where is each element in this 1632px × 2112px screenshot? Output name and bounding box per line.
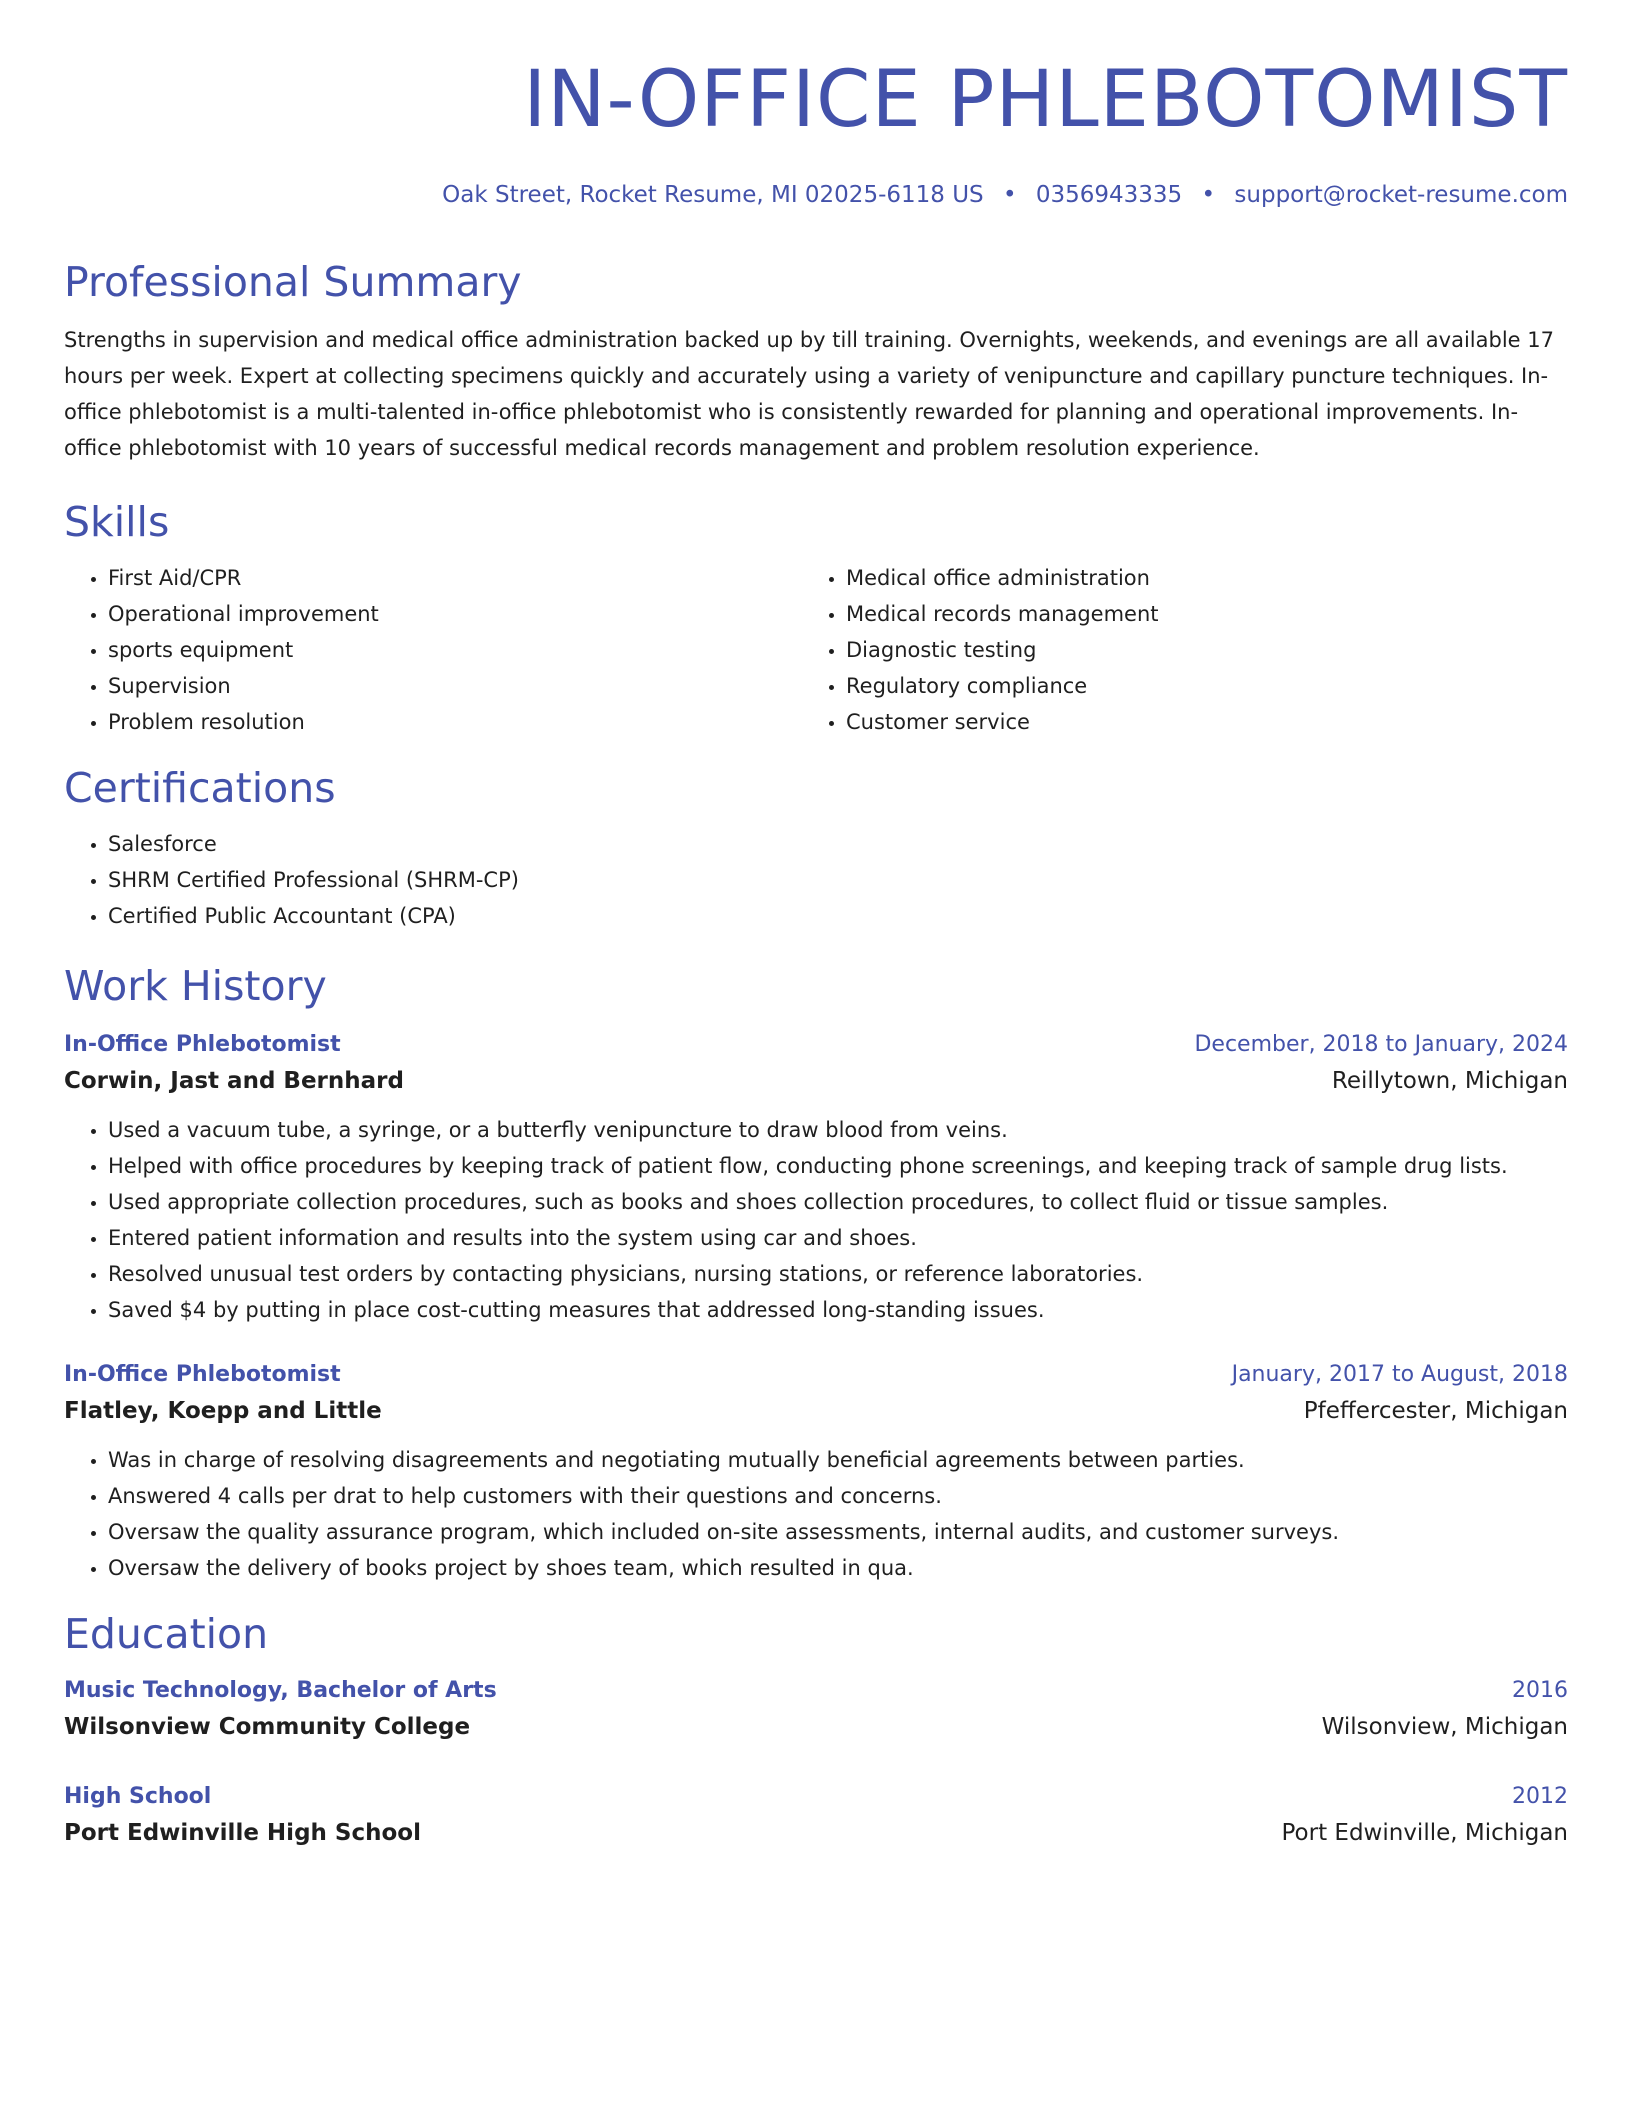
job-bullet: • Oversaw the delivery of books project by shoes team, which resulted in qua. bbox=[108, 1550, 1568, 1586]
skill-item: • Supervision bbox=[108, 668, 802, 704]
education-location: Wilsonview, Michigan bbox=[1321, 1714, 1568, 1740]
skill-item: • Medical office administration bbox=[846, 560, 1540, 596]
skill-item: • Diagnostic testing bbox=[846, 632, 1540, 668]
contact-line bbox=[64, 180, 1568, 210]
job-location: Pfeffercester, Michigan bbox=[1303, 1398, 1568, 1424]
job-bullet: • Answered 4 calls per drat to help customers with their questions and concerns. bbox=[108, 1478, 1568, 1514]
education-school: Port Edwinville High School bbox=[64, 1820, 421, 1846]
job-dates: January, 2017 to August, 2018 bbox=[1231, 1362, 1568, 1387]
certifications-list bbox=[64, 826, 1568, 934]
skill-item: • First Aid/CPR bbox=[108, 560, 802, 596]
contact-email[interactable]: support@rocket-resume.com bbox=[1234, 182, 1568, 208]
job-bullet: • Helped with office procedures by keeping track of patient flow, conducting phone screenings, and keeping track of sample drug lists. bbox=[108, 1148, 1568, 1184]
education-year: 2012 bbox=[1512, 1784, 1568, 1809]
work-history-heading: Work History bbox=[64, 962, 327, 1010]
job-bullet: • Was in charge of resolving disagreements and negotiating mutually beneficial agreements between parties. bbox=[108, 1442, 1568, 1478]
education-school: Wilsonview Community College bbox=[64, 1714, 471, 1740]
job-bullet: • Resolved unusual test orders by contacting physicians, nursing stations, or reference laboratories. bbox=[108, 1256, 1568, 1292]
job-dates: December, 2018 to January, 2024 bbox=[1194, 1032, 1568, 1057]
education-degree: Music Technology, Bachelor of Arts bbox=[64, 1678, 497, 1703]
education-degree: High School bbox=[64, 1784, 212, 1809]
certification-item: • Certified Public Accountant (CPA) bbox=[108, 898, 1568, 934]
separator-dot: • bbox=[1002, 182, 1017, 208]
job-title: In-Office Phlebotomist bbox=[64, 1032, 341, 1057]
job-entry bbox=[64, 1028, 1568, 1328]
separator-dot: • bbox=[1201, 182, 1216, 208]
job-bullet: • Used appropriate collection procedures, such as books and shoes collection procedures, to collect fluid or tissue samples. bbox=[108, 1184, 1568, 1220]
contact-address: Oak Street, Rocket Resume, MI 02025-6118 US bbox=[442, 182, 984, 208]
job-bullets bbox=[64, 1112, 1568, 1328]
certifications-heading: Certifications bbox=[64, 764, 336, 812]
skill-item: • Customer service bbox=[846, 704, 1540, 740]
skill-item: • Operational improvement bbox=[108, 596, 802, 632]
summary-heading: Professional Summary bbox=[64, 258, 522, 306]
job-bullet: • Used a vacuum tube, a syringe, or a butterfly venipuncture to draw blood from veins. bbox=[108, 1112, 1568, 1148]
job-bullets bbox=[64, 1442, 1568, 1586]
job-company: Corwin, Jast and Bernhard bbox=[64, 1068, 404, 1094]
education-year: 2016 bbox=[1512, 1678, 1568, 1703]
skill-item: • Regulatory compliance bbox=[846, 668, 1540, 704]
candidate-name: IN-OFFICE PHLEBOTOMIST bbox=[523, 55, 1568, 145]
job-company: Flatley, Koepp and Little bbox=[64, 1398, 382, 1424]
skill-item: • Medical records management bbox=[846, 596, 1540, 632]
certification-item: • Salesforce bbox=[108, 826, 1568, 862]
skill-item: • Problem resolution bbox=[108, 704, 802, 740]
skill-item: • sports equipment bbox=[108, 632, 802, 668]
certification-item: • SHRM Certified Professional (SHRM-CP) bbox=[108, 862, 1568, 898]
education-heading: Education bbox=[64, 1610, 269, 1658]
education-location: Port Edwinville, Michigan bbox=[1281, 1820, 1568, 1846]
job-bullet: • Saved $4 by putting in place cost-cutting measures that addressed long-standing issues. bbox=[108, 1292, 1568, 1328]
education-entry bbox=[64, 1780, 1568, 1852]
job-bullet: • Entered patient information and results into the system using car and shoes. bbox=[108, 1220, 1568, 1256]
job-title: In-Office Phlebotomist bbox=[64, 1362, 341, 1387]
skills-column-right bbox=[802, 560, 1540, 740]
job-bullet: • Oversaw the quality assurance program, which included on-site assessments, internal audits, and customer surveys. bbox=[108, 1514, 1568, 1550]
skills-column-left bbox=[64, 560, 802, 740]
skills-heading: Skills bbox=[64, 498, 170, 546]
skills-list bbox=[64, 560, 1568, 740]
job-entry bbox=[64, 1358, 1568, 1586]
education-entry bbox=[64, 1674, 1568, 1746]
summary-text: Strengths in supervision and medical office administration backed up by till training. Overnights, weekends, and evenings are all available 17 hours per week. Expert at collecting specimens quickly and accurately using a variety of venipuncture and capillary puncture techniques. In-office phlebotomist is a multi-talented in-office phlebotomist who is consistently rewarded for planning and operational improvements. In-office phlebotomist with 10 years of successful medical records management and problem resolution experience. bbox=[64, 328, 1554, 460]
job-location: Reillytown, Michigan bbox=[1331, 1068, 1568, 1094]
contact-phone: 0356943335 bbox=[1035, 182, 1183, 208]
